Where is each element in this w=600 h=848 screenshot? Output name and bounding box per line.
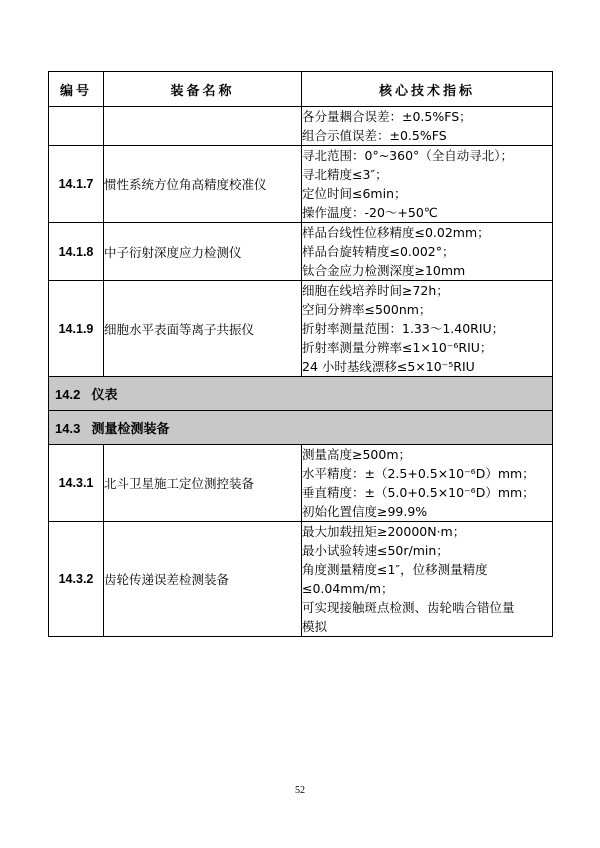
spec-line: 最小试验转速≤50r/min； [302,543,449,558]
rows-group-14-1 [49,146,553,377]
spec-line: 样品台线性位移精度≤0.02mm； [302,225,490,240]
spec-line: 24 小时基线漂移≤5×10⁻⁵RIU [302,359,475,374]
spec-line: 空间分辨率≤500nm； [302,302,432,317]
item-number: 14.1.7 [49,146,104,223]
spec-line: 角度测量精度≤1″，位移测量精度 [302,562,488,577]
spec-line: 可实现接触斑点检测、齿轮啮合错位量 [302,600,515,615]
equipment-spec-table [48,71,553,637]
item-number: 14.1.9 [49,281,104,377]
core-specs [302,522,553,637]
spec-line: 操作温度：-20～+50℃ [302,205,438,220]
header-equipment-name: 装备名称 [104,72,302,107]
rows-group-14-3 [49,445,553,637]
continuation-row [49,107,553,146]
spec-line: 初始化置信度≥99.9% [302,504,428,519]
section-cell [49,411,553,445]
table-row [49,146,553,223]
spec-line: 样品台旋转精度≤0.002°； [302,244,455,259]
core-specs [302,223,553,281]
equipment-name: 中子衍射深度应力检测仪 [104,223,302,281]
spec-line: 测量高度≥500m； [302,447,412,462]
section-title: 测量检测装备 [91,422,170,437]
spec-line: ≤0.04mm/m； [302,581,394,596]
spec-line: 模拟 [302,619,328,634]
spec-line: 组合示值误差：±0.5%FS [302,128,447,143]
spec-line: 各分量耦合误差：±0.5%FS； [302,109,472,124]
section-number: 14.2 [55,387,81,402]
table-row [49,522,553,637]
spec-line: 寻北精度≤3″； [302,167,388,182]
core-specs [302,146,553,223]
page-number: 52 [295,785,305,796]
continuation-number-cell [49,107,104,146]
equipment-name: 北斗卫星施工定位测控装备 [104,445,302,522]
spec-line: 定位时间≤6min； [302,186,407,201]
spec-line: 寻北范围：0°~360°（全自动寻北）； [302,148,514,163]
header-number: 编号 [49,72,104,107]
section-title: 仪表 [91,388,118,403]
spec-line: 细胞在线培养时间≥72h； [302,283,449,298]
core-specs [302,445,553,522]
core-specs [302,281,553,377]
continuation-specs-cell [302,107,553,146]
table-row [49,445,553,522]
equipment-name: 细胞水平表面等离子共振仪 [104,281,302,377]
spec-line: 折射率测量范围：1.33～1.40RIU； [302,321,505,336]
spec-line: 最大加载扭矩≥20000N·m； [302,524,466,539]
spec-line: 折射率测量分辨率≤1×10⁻⁶RIU； [302,340,493,355]
table-header-row [49,72,553,107]
spec-line: 水平精度：±（2.5+0.5×10⁻⁶D）mm； [302,466,535,481]
spec-line: 垂直精度：±（5.0+0.5×10⁻⁶D）mm； [302,485,535,500]
table-row [49,281,553,377]
continuation-name-cell [104,107,302,146]
item-number: 14.3.2 [49,522,104,637]
section-number: 14.3 [55,421,81,436]
section-cell [49,377,553,411]
spec-line: 钛合金应力检测深度≥10mm [302,263,466,278]
table-row [49,223,553,281]
item-number: 14.1.8 [49,223,104,281]
section-row-14-2 [49,377,553,411]
equipment-name: 齿轮传递误差检测装备 [104,522,302,637]
item-number: 14.3.1 [49,445,104,522]
header-core-specs: 核心技术指标 [302,72,553,107]
section-row-14-3 [49,411,553,445]
equipment-name: 惯性系统方位角高精度校准仪 [104,146,302,223]
